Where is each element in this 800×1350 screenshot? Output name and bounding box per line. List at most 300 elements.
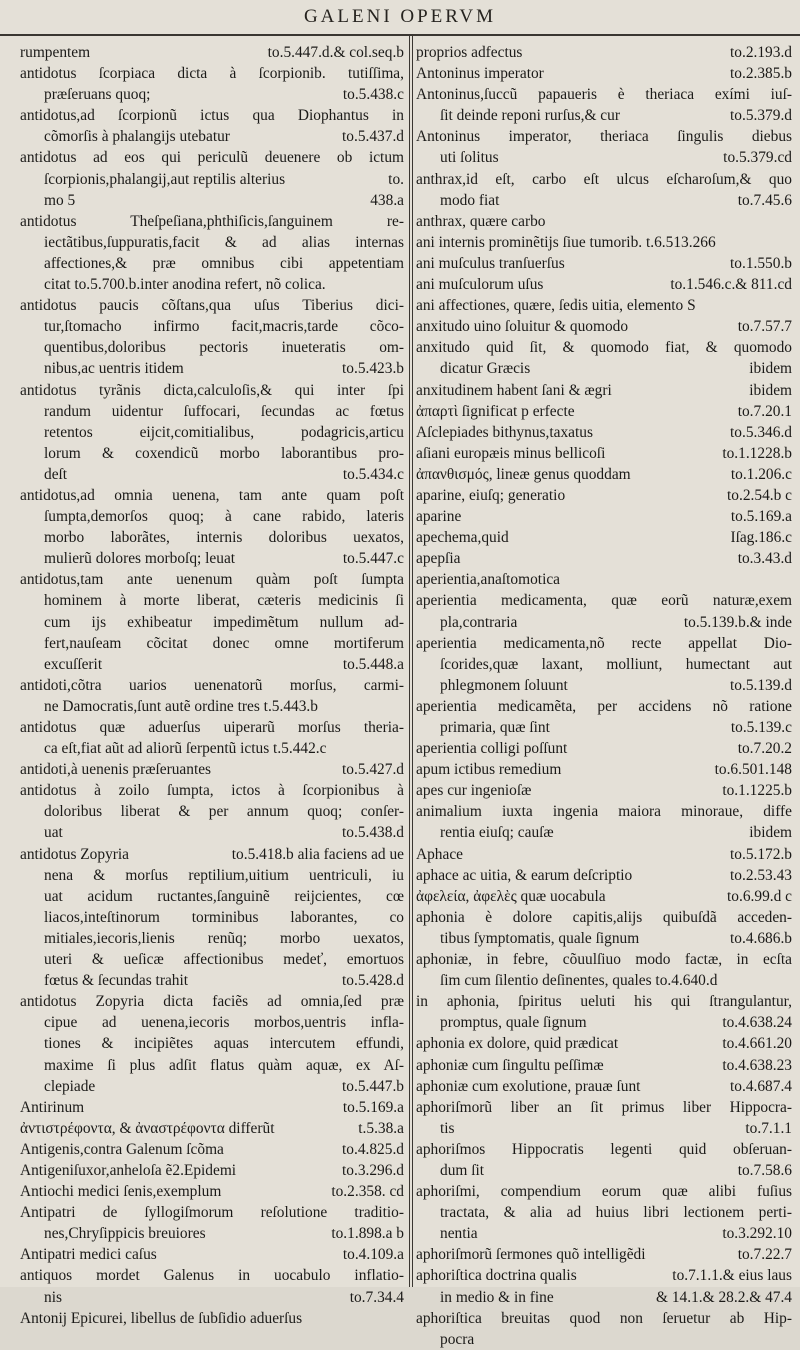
index-entry <box>20 1160 404 1181</box>
index-column-left <box>20 42 404 1327</box>
entry-text: apes cur ingenioſæ <box>416 782 532 800</box>
index-entry-continuation: liacos,inteſtinorum torminibus laborantes, co <box>44 908 404 926</box>
column-divider <box>412 36 413 1287</box>
entry-reference: t.5.38.a <box>358 1119 404 1137</box>
index-entry <box>20 63 404 105</box>
index-entry-continuation <box>20 84 404 105</box>
index-entry-heading <box>20 1139 404 1160</box>
entry-reference: to.4.686.b <box>730 929 792 947</box>
index-entry-continuation <box>416 1118 792 1139</box>
index-entry-heading <box>20 1118 404 1139</box>
index-entry <box>416 1244 792 1265</box>
entry-text: rentia eiuſq; cauſæ <box>440 824 554 842</box>
index-entry-continuation <box>416 1223 792 1244</box>
entry-reference: to.1.550.b <box>730 254 792 272</box>
entry-text: aparine, eiuſq; generatio <box>416 486 566 504</box>
index-entry-continuation: fert,nauſeam cõcitat donec omne mortiferum <box>44 634 404 652</box>
index-entry-heading <box>20 1244 404 1265</box>
index-entry-continuation: ſumpta,demorſos quoq; à cane rabido, lateris <box>44 508 404 526</box>
entry-text: Antirinum <box>20 1098 85 1116</box>
index-entry-heading: aphoriſmorũ liber an ſit primus liber Hippocra- <box>416 1098 792 1116</box>
index-entry <box>20 485 404 569</box>
index-entry-continuation: pocra <box>440 1330 475 1348</box>
index-entry-heading <box>416 1076 792 1097</box>
entry-text: uat <box>44 824 63 842</box>
entry-reference: to.1.206.c <box>730 465 792 483</box>
entry-text: rumpentem <box>20 44 91 61</box>
entry-text: ἀντιστρέφοντα, & ἀναστρέφοντα differũt <box>20 1119 275 1137</box>
index-entry <box>416 548 792 569</box>
entry-text: promptus, quale ſignum <box>440 1014 587 1032</box>
index-entry-heading: antidotus,tam ante uenenum quàm poſt ſumpta <box>20 571 404 589</box>
entry-reference: to.5.437.d <box>342 128 404 146</box>
index-entry-continuation: lorum & coxendicũ morbo laborantibus pro- <box>44 444 404 462</box>
index-entry-continuation: nena & morſus reptilium,uitium uentriculi, iu <box>44 866 404 884</box>
entry-text: pla,contraria <box>440 613 518 631</box>
index-entry <box>20 1265 404 1307</box>
index-entry-continuation: randum uidentur ſuffocari, ſecundas ac fœtus <box>44 402 404 420</box>
entry-reference: to.5.172.b <box>730 845 792 863</box>
index-entry-continuation <box>416 822 792 843</box>
entry-text: nentia <box>440 1225 478 1243</box>
index-entry <box>20 1244 404 1265</box>
index-entry <box>20 675 404 717</box>
index-entry-heading <box>416 401 792 422</box>
index-entry <box>416 696 792 738</box>
entry-reference: to.5.379.cd <box>723 149 792 167</box>
index-entry-continuation: quentibus,doloribus pectoris inueteratis om- <box>44 339 404 357</box>
entry-text: cõmorſis à phalangijs utebatur <box>44 128 230 146</box>
entry-text: apepſia <box>416 550 461 568</box>
index-entry <box>416 1097 792 1139</box>
index-entry-continuation <box>20 1223 404 1244</box>
entry-reference: to.5.139.b.& inde <box>683 613 792 631</box>
index-entry-heading <box>20 844 404 865</box>
index-entry <box>416 590 792 632</box>
index-entry-continuation: ca eſt,fiat aũt ad aliorũ ſerpentũ ictus t.5.442.c <box>44 740 327 758</box>
entry-text: ani muſculorum uſus <box>416 276 544 294</box>
running-header: GALENI OPERVM <box>303 6 497 27</box>
entry-text: apum ictibus remedium <box>416 761 562 779</box>
entry-reference: to.4.109.a <box>342 1246 404 1264</box>
entry-reference: to.7.45.6 <box>737 191 792 209</box>
index-entry-heading <box>416 63 792 84</box>
index-entry-heading <box>416 759 792 780</box>
index-entry-heading <box>416 274 792 295</box>
index-entry-continuation <box>20 1076 404 1097</box>
index-entry-heading <box>416 1265 792 1286</box>
index-entry <box>416 527 792 548</box>
index-entry <box>416 1076 792 1097</box>
entry-reference: to.5.447.b <box>342 1077 404 1095</box>
entry-reference: to.2.53.43 <box>730 866 792 884</box>
index-entry <box>20 844 404 992</box>
index-entry <box>416 1265 792 1307</box>
entry-reference: to.7.22.7 <box>737 1246 792 1264</box>
index-entry-heading <box>416 1244 792 1265</box>
index-entry <box>20 42 404 63</box>
index-entry-heading: aperientia medicamenta,nõ recte appellat Dio- <box>416 634 792 652</box>
index-entry-continuation <box>416 105 792 126</box>
index-entry <box>416 464 792 485</box>
entry-text: dum ſit <box>440 1161 485 1179</box>
index-entry <box>416 780 792 801</box>
index-entry <box>20 1202 404 1244</box>
entry-text: anxitudo uino ſoluitur & quomodo <box>416 318 629 336</box>
index-entry-heading: Antoninus,ſuccũ papaueris è theriaca exími iuſ- <box>416 86 792 104</box>
index-entry-heading: antidotus Zopyria dicta faciẽs ad omnia,ſed præ <box>20 993 404 1011</box>
index-entry-continuation <box>20 126 404 147</box>
index-entry-continuation <box>20 822 404 843</box>
entry-reference: to.5.139.c <box>730 719 792 736</box>
index-entry-heading: antidotus ad eos qui periculũ deuenere ob ictum <box>20 149 404 167</box>
index-entry <box>416 738 792 759</box>
entry-reference: to.1.898.a b <box>331 1225 404 1243</box>
index-entry-continuation: morbo laborãtes, internis doloribus uexatos, <box>44 529 404 547</box>
index-entry-heading: Antonij Epicurei, libellus de ſubſidio aduerſus <box>20 1309 303 1327</box>
entry-text: phlegmonem ſoluunt <box>440 676 568 694</box>
index-entry-continuation: hominem à morte liberat, cæteris medicinis ſi <box>44 592 404 610</box>
entry-text: nibus,ac uentris itidem <box>44 360 184 378</box>
entry-reference: to.4.638.23 <box>722 1056 792 1074</box>
index-entry <box>20 780 404 843</box>
entry-text: mo 5 <box>44 191 76 209</box>
index-entry <box>416 485 792 506</box>
index-entry-heading: antidotus Theſpeſiana,phthiſicis,ſanguinem re- <box>20 212 404 230</box>
index-entry-continuation: tractata, & alia ad huius libri lectionem perti- <box>440 1204 792 1222</box>
index-entry <box>416 759 792 780</box>
index-entry <box>20 105 404 147</box>
index-entry <box>416 401 792 422</box>
entry-text: mulierũ dolores morboſq; leuat <box>44 550 236 568</box>
index-entry-heading: aperientia,anaſtomotica <box>416 571 561 589</box>
entry-text: Antipatri medici caſus <box>20 1246 157 1264</box>
index-entry <box>416 907 792 949</box>
index-entry-heading: antidotus tyrãnis dicta,calculoſis,& qui inter ſpi <box>20 381 404 399</box>
entry-reference: to.2.193.d <box>730 44 792 61</box>
index-entry-continuation: doloribus liberat & per annum quoq; conſer- <box>44 803 404 821</box>
index-entry-heading <box>20 759 404 780</box>
index-entry-continuation: ſcorides,quæ laxant, molliunt, humectant aut <box>440 655 792 673</box>
entry-text: primaria, quæ ſint <box>440 719 550 736</box>
index-entry <box>416 506 792 527</box>
entry-text: modo fiat <box>440 191 500 209</box>
index-entry <box>20 717 404 759</box>
entry-reference: to.3.292.10 <box>722 1225 792 1243</box>
index-entry-continuation: ne Damocratis,ſunt autẽ ordine tres t.5.443.b <box>44 697 318 715</box>
entry-reference: to.1.1228.b <box>722 444 792 462</box>
index-entry-heading <box>416 422 792 443</box>
index-entry-heading <box>20 1097 404 1118</box>
entry-text: proprios adfectus <box>416 44 523 61</box>
index-entry <box>416 126 792 168</box>
index-entry-continuation <box>416 1012 792 1033</box>
entry-text: uti ſolitus <box>440 149 499 167</box>
index-entry-continuation: ſim cum ſilentio deſinentes, quales to.4.640.d <box>440 972 718 990</box>
entry-reference: to.5.427.d <box>342 761 404 779</box>
index-entry <box>416 991 792 1033</box>
index-entry <box>20 569 404 674</box>
index-entry-continuation: tiones & incipiẽtes aquas intercutem effundi, <box>44 1035 404 1053</box>
entry-reference: Iſag.186.c <box>730 529 792 547</box>
index-entry <box>20 759 404 780</box>
entry-reference: to.5.448.a <box>342 655 404 673</box>
index-entry-heading <box>416 780 792 801</box>
index-entry-heading: antiquos mordet Galenus in uocabulo inflatio- <box>20 1267 404 1285</box>
entry-reference: to.7.1.1.& eius laus <box>672 1267 792 1285</box>
entry-text: Antoninus imperator <box>416 65 544 83</box>
index-entry-continuation <box>20 169 404 190</box>
entry-text: anxitudinem habent ſani & ægri <box>416 381 612 399</box>
index-entry-continuation: citat to.5.700.b.inter anodina refert, nõ colica. <box>44 276 326 294</box>
index-entry <box>20 991 404 1096</box>
index-entry-continuation <box>416 190 792 211</box>
entry-reference: to.6.501.148 <box>714 761 792 779</box>
index-entry-continuation: uteri & ueſicæ affectionibus medeť, emortuos <box>44 951 404 969</box>
entry-text: ἀπανθισμός, lineæ genus quoddam <box>416 465 631 483</box>
index-entry <box>20 147 404 210</box>
index-entry-continuation: affectiones,& præ omnibus cibi appetentiam <box>44 254 404 272</box>
entry-text: tibus ſymptomatis, quale ſignum <box>440 929 640 947</box>
entry-reference: to.1.1225.b <box>722 782 792 800</box>
index-entry-continuation: mitiales,iecoris,lienis renũq; morbo uexatos, <box>44 929 404 947</box>
entry-reference: to.5.447.d.& col.seq.b <box>267 44 404 61</box>
index-entry-continuation <box>416 1287 792 1308</box>
index-entry-continuation: iectãtibus,ſuppuratis,facit & ad alias internas <box>44 233 404 251</box>
header-rule <box>0 34 800 36</box>
entry-text: ἀπαρτὶ ſignificat p erfecte <box>416 402 575 420</box>
index-entry <box>20 295 404 379</box>
index-entry-continuation: maxime ſi plus adſit flatus quàm aquæ, ex Aſ- <box>44 1056 404 1074</box>
index-entry <box>20 1308 404 1329</box>
index-entry-continuation: uat acidum ructantes,ſanguinẽ reijcientes, cœ <box>44 887 404 905</box>
entry-text: aparine <box>416 508 462 526</box>
index-entry-heading: antidotus paucis cõſtans,qua uſus Tiberius dici- <box>20 297 404 315</box>
entry-reference: to.5.438.c <box>342 86 404 104</box>
index-entry-heading: ani affectiones, quære, ſedis uitia, elemento S <box>416 297 696 315</box>
index-entry-continuation <box>416 675 792 696</box>
index-entry <box>416 1139 792 1181</box>
entry-text: aphoriſtica doctrina qualis <box>416 1267 577 1285</box>
entry-reference: ibidem <box>749 360 792 378</box>
index-entry-continuation <box>20 970 404 991</box>
entry-reference: to.5.169.a <box>342 1098 404 1116</box>
index-entry-continuation: cipue ad uenena,iecoris morbos,uentris infla- <box>44 1014 404 1032</box>
entry-reference: to.6.99.d c <box>727 887 792 905</box>
index-entry-heading: aphoriſtica breuitas quod non ſeruetur ab Hip- <box>416 1309 792 1327</box>
index-entry-heading: anthrax,id eſt, carbo eſt ulcus eſcharoſum,& quo <box>416 170 792 188</box>
index-entry-continuation <box>20 548 404 569</box>
index-entry-heading <box>416 886 792 907</box>
index-entry-heading <box>20 1181 404 1202</box>
index-entry-heading: in aphonia, ſpiritus ueluti his qui ſtrangulantur, <box>416 993 792 1011</box>
index-entry-heading: aperientia medicamenta, quæ eorũ naturæ,exem <box>416 592 792 610</box>
index-entry <box>416 801 792 843</box>
index-entry-heading <box>416 844 792 865</box>
index-entry <box>20 1118 404 1139</box>
entry-text: aphoriſmorũ ſermones quõ intelligẽdi <box>416 1246 646 1264</box>
index-entry <box>416 63 792 84</box>
index-entry <box>416 569 792 590</box>
entry-text: tis <box>440 1119 455 1137</box>
index-entry-heading: animalium iuxta ingenia maiora minoraue, diffe <box>416 803 792 821</box>
entry-reference: to.4.687.4 <box>730 1077 792 1095</box>
index-entry-heading <box>416 548 792 569</box>
index-entry <box>416 949 792 991</box>
entry-reference: to. <box>388 170 404 188</box>
entry-text: aſiani europæis minus bellicoſi <box>416 444 606 462</box>
entry-text: nes,Chryſippicis breuiores <box>44 1225 206 1243</box>
entry-reference: to.3.43.d <box>737 550 792 568</box>
index-entry <box>416 295 792 316</box>
entry-reference: to.3.296.d <box>342 1161 404 1179</box>
index-entry <box>20 1097 404 1118</box>
index-entry-heading <box>416 316 792 337</box>
entry-text: præſeruans quoq; <box>44 86 151 104</box>
entry-reference: to.7.1.1 <box>745 1119 792 1137</box>
entry-text: Aſclepiades bithynus,taxatus <box>416 423 593 441</box>
entry-reference: to.2.385.b <box>730 65 792 83</box>
index-entry-continuation <box>416 928 792 949</box>
entry-reference: ibidem <box>749 381 792 399</box>
index-entry <box>20 211 404 295</box>
entry-text: nis <box>44 1288 62 1306</box>
index-entry-continuation <box>416 358 792 379</box>
index-entry-heading: Antipatri de ſyllogiſmorum reſolutione traditio- <box>20 1204 404 1222</box>
entry-text: ſcorpionis,phalangij,aut reptilis alterius <box>44 170 286 188</box>
index-entry-continuation <box>20 654 404 675</box>
index-entry <box>416 633 792 696</box>
index-entry-continuation <box>416 717 792 738</box>
entry-reference: 438.a <box>370 191 404 209</box>
entry-text: excuſſerit <box>44 655 103 673</box>
index-entry-heading: aphoniæ, in febre, cõuulſiuo modo factæ, in ecſta <box>416 951 792 969</box>
entry-text: ἀφελεία, ἀφελὲς quæ uocabula <box>416 887 606 905</box>
entry-reference: to.5.379.d <box>730 107 792 125</box>
index-entry-heading: antidotus quæ aduerſus uiperarũ morſus theria- <box>20 719 404 736</box>
entry-text: aphonia ex dolore, quid prædicat <box>416 1035 619 1053</box>
index-entry-heading: antidotus,ad ſcorpionũ ictus qua Diophantus in <box>20 107 404 125</box>
entry-reference: to.5.423.b <box>342 360 404 378</box>
entry-text: antidotus Zopyria <box>20 845 129 863</box>
entry-text: aperientia colligi poſſunt <box>416 740 568 758</box>
entry-text: ani muſculus tranſuerſus <box>416 254 565 272</box>
index-entry-heading <box>416 1033 792 1054</box>
entry-reference: to.5.447.c <box>342 550 404 568</box>
index-entry-heading <box>416 253 792 274</box>
index-entry <box>416 232 792 253</box>
index-entry-heading: antidotus,ad omnia uenena, tam ante quam poſt <box>20 486 404 504</box>
entry-reference: to.7.20.1 <box>737 402 792 420</box>
index-entry-continuation: cum ijs exhibeatur impedimẽtum nullum ad- <box>44 613 404 631</box>
entry-text: fœtus & ſecundas trahit <box>44 972 189 990</box>
entry-text: antidoti,à uenenis præſeruantes <box>20 761 212 779</box>
column-divider <box>409 36 410 1287</box>
index-entry-heading <box>416 464 792 485</box>
entry-reference: to.2.358. cd <box>331 1183 404 1201</box>
index-entry <box>416 865 792 886</box>
entry-text: Aphace <box>416 845 463 863</box>
index-entry-continuation <box>20 1287 404 1308</box>
entry-text: in medio & in fine <box>440 1288 554 1306</box>
entry-reference: ibidem <box>749 824 792 842</box>
index-entry-heading <box>416 506 792 527</box>
index-entry-heading <box>416 1055 792 1076</box>
entry-text: Antiochi medici ſenis,exemplum <box>20 1183 222 1201</box>
entry-reference: to.5.346.d <box>730 423 792 441</box>
entry-text: deſt <box>44 465 68 483</box>
entry-reference: to.4.661.20 <box>722 1035 792 1053</box>
index-entry-continuation <box>20 190 404 211</box>
entry-text: aphoniæ cum ſingultu peſſimæ <box>416 1056 604 1074</box>
entry-text: ſit deinde reponi rurſus,& cur <box>440 107 620 125</box>
index-entry <box>416 316 792 337</box>
index-entry-heading <box>20 42 404 63</box>
index-entry-continuation: tur,ſtomacho infirmo facit,macris,tarde cõco- <box>44 318 404 336</box>
index-entry-continuation: retentos eijcit,comitialibus, podagricis,articu <box>44 423 404 441</box>
entry-reference: to.2.54.b c <box>727 486 792 504</box>
index-entry-heading <box>416 865 792 886</box>
entry-text: clepiade <box>44 1077 96 1095</box>
entry-reference: to.5.139.d <box>730 676 792 694</box>
index-entry <box>416 422 792 443</box>
index-entry <box>416 253 792 274</box>
index-entry <box>416 84 792 126</box>
index-entry-heading <box>416 527 792 548</box>
index-entry-heading: anxitudo quid ſit, & quomodo fiat, & quomodo <box>416 339 792 357</box>
entry-reference: to.5.438.d <box>342 824 404 842</box>
entry-reference: to.5.434.c <box>342 465 404 483</box>
index-entry <box>416 886 792 907</box>
entry-text: Antigenis,contra Galenum ſcõma <box>20 1140 224 1158</box>
index-entry-heading: antidoti,cõtra uarios uenenatorũ morſus, carmi- <box>20 676 404 694</box>
index-entry <box>416 443 792 464</box>
entry-text: apechema,quid <box>416 529 509 547</box>
entry-reference: to.5.418.b alia faciens ad ue <box>231 845 404 863</box>
index-entry <box>416 42 792 63</box>
index-entry <box>416 380 792 401</box>
index-entry-continuation <box>416 612 792 633</box>
entry-reference: to.7.57.7 <box>737 318 792 336</box>
entry-text: dicatur Græcis <box>440 360 531 378</box>
entry-reference: to.5.428.d <box>342 972 404 990</box>
index-entry-continuation <box>20 358 404 379</box>
index-entry-heading: Antoninus imperator, theriaca ſingulis diebus <box>416 128 792 146</box>
index-entry-heading <box>416 485 792 506</box>
index-entry-heading: aphoriſmos Hippocratis legenti quid obſeruan- <box>416 1140 792 1158</box>
index-entry <box>416 1181 792 1244</box>
index-entry-heading <box>416 738 792 759</box>
entry-text: aphoniæ cum exolutione, prauæ ſunt <box>416 1077 641 1095</box>
index-entry-continuation <box>416 1160 792 1181</box>
index-column-right <box>416 42 792 1348</box>
entry-reference: & 14.1.& 28.2.& 47.4 <box>656 1288 792 1306</box>
index-entry <box>416 1033 792 1054</box>
index-entry-heading: aphonia è dolore capitis,alijs quibuſdã acceden- <box>416 908 792 926</box>
entry-text: aphace ac uitia, & earum deſcriptio <box>416 866 633 884</box>
index-entry-heading <box>416 42 792 63</box>
index-entry-heading: ani internis prominẽtijs ſiue tumorib. t.6.513.266 <box>416 233 716 251</box>
index-entry <box>20 380 404 485</box>
entry-reference: to.7.34.4 <box>349 1288 404 1306</box>
index-entry-continuation <box>416 147 792 168</box>
entry-text: Antigeniſuxor,anheloſa ẽ2.Epidemi <box>20 1161 237 1179</box>
entry-reference: to.5.169.a <box>730 508 792 526</box>
index-entry <box>20 1181 404 1202</box>
index-entry <box>416 274 792 295</box>
index-entry <box>416 169 792 211</box>
index-entry <box>416 1308 792 1350</box>
